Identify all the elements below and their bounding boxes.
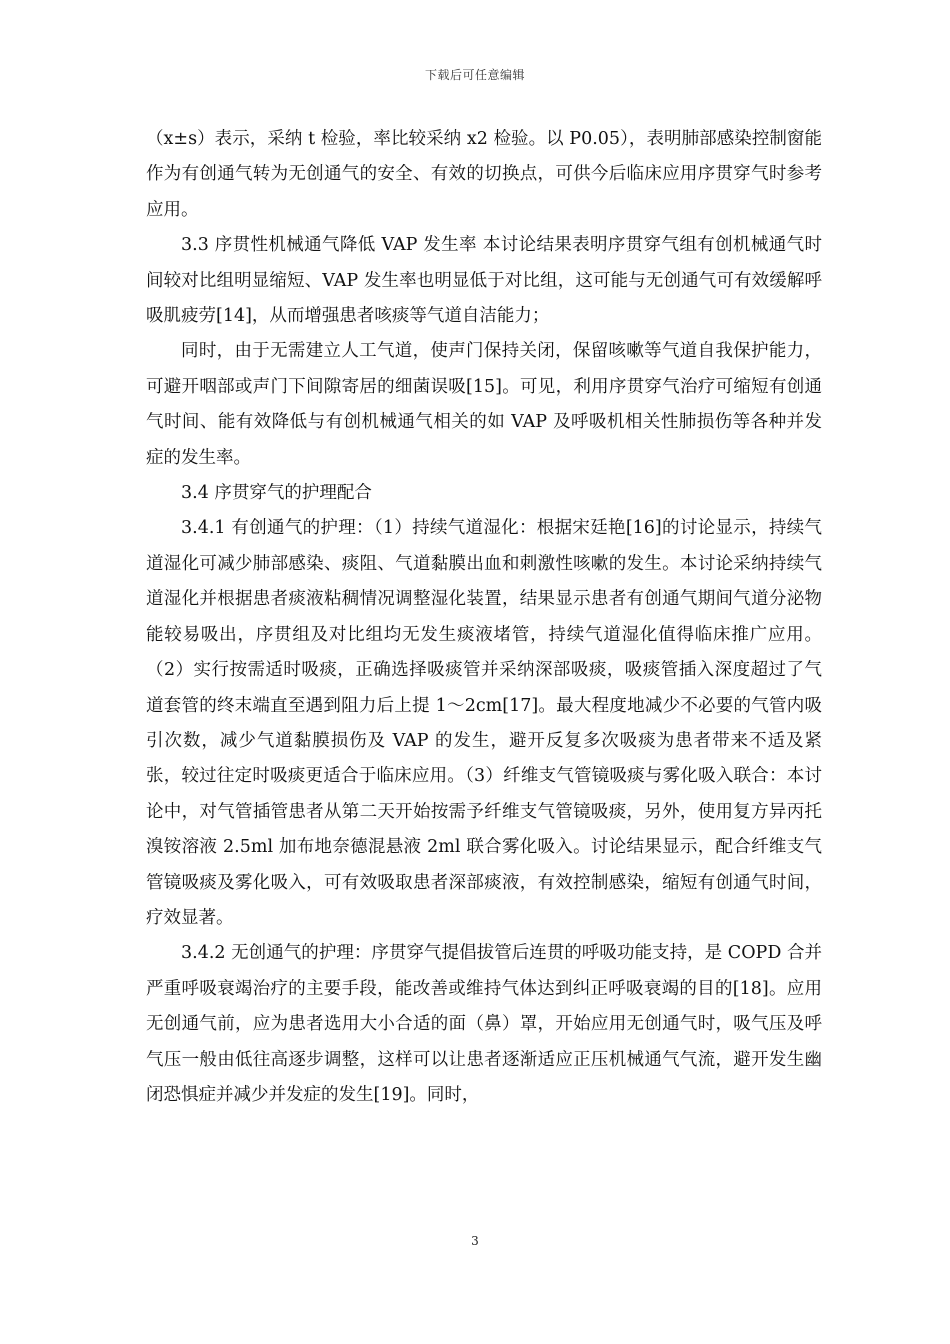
paragraph-3: 同时，由于无需建立人工气道，使声门保持关闭，保留咳嗽等气道自我保护能力，可避开咽部或声门下间隙寄居的细菌误吸[15]。可见，利用序贯穿气治疗可缩短有创通气时间、能有效降低与有创机械通气相关的如 VAP 及呼吸机相关性肺损伤等各种并发症的发生率。 [146, 341, 822, 468]
body-text [146, 122, 822, 1113]
paragraph-section-3-4-1: 3.4.1 有创通气的护理：（1）持续气道湿化：根据宋廷艳[16]的讨论显示，持续气道湿化可减少肺部感染、痰阻、气道黏膜出血和刺激性咳嗽的发生。本讨论采纳持续气道湿化并根据患者痰液粘稠情况调整湿化装置，结果显示患者有创通气期间气道分泌物能较易吸出，序贯组及对比组均无发生痰液堵管，持续气道湿化值得临床推广应用。（2）实行按需适时吸痰，正确选择吸痰管并采纳深部吸痰，吸痰管插入深度超过了气道套管的终末端直至遇到阻力后上提 1～2cm[17]。最大程度地减少不必要的气管内吸引次数，减少气道黏膜损伤及 VAP 的发生，避开反复多次吸痰为患者带来不适及紧张，较过往定时吸痰更适合于临床应用。（3）纤维支气管镜吸痰与雾化吸入联合：本讨论中，对气管插管患者从第二天开始按需予纤维支气管镜吸痰，另外，使用复方异丙托溴铵溶液 2.5ml 加布地奈德混悬液 2ml 联合雾化吸入。讨论结果显示，配合纤维支气管镜吸痰及雾化吸入，可有效吸取患者深部痰液，有效控制感染，缩短有创通气时间，疗效显著。 [146, 518, 822, 928]
paragraph-section-3-3: 3.3 序贯性机械通气降低 VAP 发生率 本讨论结果表明序贯穿气组有创机械通气时间较对比组明显缩短、VAP 发生率也明显低于对比组，这可能与无创通气可有效缓解呼吸肌疲劳[14]，从而增强患者咳痰等气道自洁能力； [146, 235, 822, 327]
paragraph-section-3-4-2: 3.4.2 无创通气的护理：序贯穿气提倡拔管后连贯的呼吸功能支持，是 COPD 合并严重呼吸衰竭治疗的主要手段，能改善或维持气体达到纠正呼吸衰竭的目的[18]。应用无创通气前，应为患者选用大小合适的面（鼻）罩，开始应用无创通气时，吸气压及呼气压一般由低往高逐步调整，这样可以让患者逐渐适应正压机械通气气流，避开发生幽闭恐惧症并减少并发症的发生[19]。同时， [146, 943, 822, 1105]
section-heading-3-4: 3.4 序贯穿气的护理配合 [181, 483, 372, 504]
paragraph-1: （x±s）表示，采纳 t 检验，率比较采纳 x2 检验。以 P0.05），表明肺部感染控制窗能作为有创通气转为无创通气的安全、有效的切换点，可供今后临床应用序贯穿气时参考应用。 [146, 129, 822, 220]
page-header: 下载后可任意编辑 [424, 68, 525, 82]
page-number: 3 [471, 1234, 479, 1248]
